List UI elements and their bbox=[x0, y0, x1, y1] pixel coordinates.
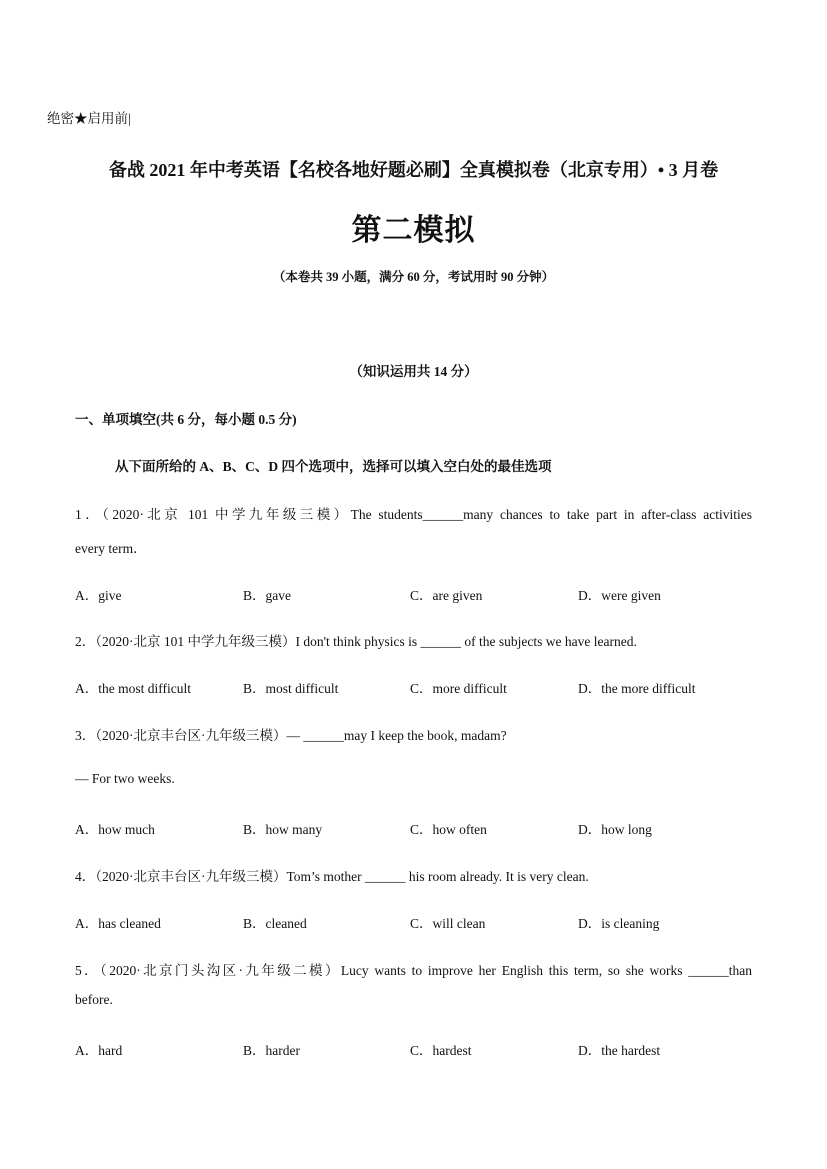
instructions: 从下面所给的 A、B、C、D 四个选项中，选择可以填入空白处的最佳选项 bbox=[115, 459, 552, 474]
question-1-option-b: B．gave bbox=[243, 588, 291, 603]
question-5-text: 5．（2020·北京门头沟区·九年级二模）Lucy wants to improve her English this term, so she works ______than bbox=[75, 963, 752, 978]
question-3-text: 3．（2020·北京丰台区·九年级三模）— ______may I keep the book, madam? bbox=[75, 728, 507, 743]
question-5-option-c: C．hardest bbox=[410, 1043, 472, 1058]
question-2-option-a: A．the most difficult bbox=[75, 681, 191, 696]
question-5-option-a: A．hard bbox=[75, 1043, 123, 1058]
question-5-continuation: before. bbox=[75, 992, 113, 1007]
exam-note: （本卷共 39 小题，满分 60 分，考试用时 90 分钟） bbox=[272, 270, 555, 284]
question-5-option-b: B．harder bbox=[243, 1043, 300, 1058]
question-1-option-a: A．give bbox=[75, 588, 122, 603]
question-2-text: 2．（2020·北京 101 中学九年级三模）I don't think physics is ______ of the subjects we have learned. bbox=[75, 634, 637, 649]
question-4-option-d: D．is cleaning bbox=[578, 916, 660, 931]
section-title: 一、单项填空(共 6 分，每小题 0.5 分) bbox=[75, 412, 297, 427]
question-1-option-d: D．were given bbox=[578, 588, 661, 603]
question-2-option-b: B．most difficult bbox=[243, 681, 339, 696]
question-1-text: 1．（2020·北京 101 中学九年级三模）The students______many chances to take part in after-class activities bbox=[75, 507, 752, 522]
question-3-option-d: D．how long bbox=[578, 822, 652, 837]
confidential-mark: 绝密★启用前| bbox=[47, 111, 131, 126]
question-3-option-c: C．how often bbox=[410, 822, 487, 837]
question-3-option-a: A．how much bbox=[75, 822, 155, 837]
part-title: （知识运用共 14 分） bbox=[349, 364, 478, 379]
question-2-option-c: C．more difficult bbox=[410, 681, 507, 696]
question-4-option-b: B．cleaned bbox=[243, 916, 307, 931]
question-4-text: 4．（2020·北京丰台区·九年级三模）Tom’s mother ______ his room already. It is very clean. bbox=[75, 869, 589, 884]
question-3-answer-line: — For two weeks. bbox=[75, 771, 175, 786]
question-5-option-d: D．the hardest bbox=[578, 1043, 661, 1058]
exam-subtitle: 第二模拟 bbox=[351, 213, 476, 248]
question-4-option-c: C．will clean bbox=[410, 916, 486, 931]
question-1-option-c: C．are given bbox=[410, 588, 483, 603]
exam-title: 备战 2021 年中考英语【名校各地好题必刷】全真模拟卷（北京专用）• 3 月卷 bbox=[108, 160, 719, 180]
question-2-option-d: D．the more difficult bbox=[578, 681, 696, 696]
question-1-continuation: every term． bbox=[75, 541, 147, 556]
question-4-option-a: A．has cleaned bbox=[75, 916, 161, 931]
question-3-option-b: B．how many bbox=[243, 822, 323, 837]
